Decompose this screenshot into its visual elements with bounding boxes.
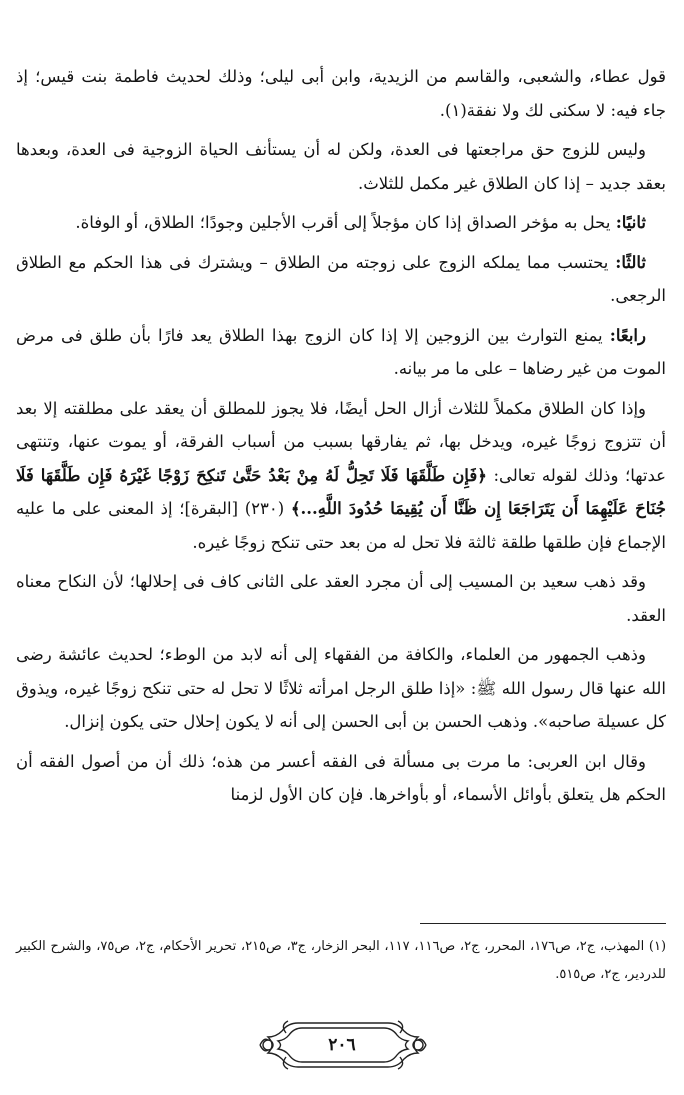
paragraph-8-text: وذهب الجمهور من العلماء، والكافة من الفقهاء إلى أنه لابد من الوطء؛ لحديث عائشة رضى الله عنها قال رسول الله ﷺ: «إذا طلق الرجل امرأته ثلاثًا لا تحل له حتى تنكح زوجًا غيره، ويذوق كل عسيلة صاحبه». وذهب الحسن بن أبى الحسن إلى أنه لا يكون إحلال حتى يكون إنزال.: [16, 645, 666, 731]
paragraph-4: [16, 246, 666, 313]
paragraph-7-text: وقد ذهب سعيد بن المسيب إلى أن مجرد العقد على الثانى كاف فى إحلالها؛ لأن النكاح معناه العقد.: [16, 572, 666, 625]
paragraph-9: [16, 745, 666, 812]
paragraph-4-text: يحتسب مما يملكه الزوج على زوجته من الطلاق – ويشترك فى هذا الحكم مع الطلاق الرجعى.: [16, 252, 666, 305]
paragraph-5: [16, 319, 666, 386]
paragraph-7: [16, 565, 666, 632]
page-number: ٢٠٦: [328, 1035, 356, 1055]
paragraph-2-text: وليس للزوج حق مراجعتها فى العدة، ولكن له أن يستأنف الحياة الزوجية فى العدة، وبعدها بعقد جديد – إذا كان الطلاق غير مكمل للثلاث.: [16, 140, 666, 193]
quran-verse: ﴿فَإِن طَلَّقَهَا فَلَا تَحِلُّ لَهُ مِنْ بَعْدُ حَتَّىٰ تَنكِحَ زَوْجًا غَيْرَهُ فَإِن طَلَّقَهَا فَلَا جُنَاحَ عَلَيْهِمَا أَن يَتَرَاجَعَا إِن ظَنَّا أَن يُقِيمَا حُدُودَ اللَّهِ...﴾: [16, 465, 667, 518]
paragraph-1: [16, 60, 666, 127]
footnote-divider: [420, 923, 666, 924]
footnote: (١) المهذب، ج٢، ص١٧٦، المحرر، ج٢، ص١١٦، ١١٧، البحر الزخار، ج٣، ص٢١٥، تحرير الأحكام، ج٢، ص٧٥، والشرح الكبير للدردير، ج٢، ص٥١٥.: [16, 939, 667, 982]
paragraph-6-text-b: (٢٣٠) [البقرة]؛ إذ المعنى على ما عليه الإجماع فإن طلقها طلقة ثالثة فلا تحل له من بعد حتى تنكح زوجًا غيره.: [16, 499, 666, 552]
page-body: [16, 60, 666, 818]
paragraph-4-lead: ثالثًا:: [615, 252, 646, 272]
paragraph-3-text: يحل به مؤخر الصداق إذا كان مؤجلاً إلى أقرب الأجلين وجودًا؛ الطلاق، أو الوفاة.: [75, 213, 611, 232]
paragraph-3: [16, 206, 666, 240]
paragraph-6: [16, 392, 666, 560]
paragraph-8: [16, 638, 666, 739]
paragraph-2: [16, 133, 666, 200]
paragraph-9-text: وقال ابن العربى: ما مرت بى مسألة فى الفقه أعسر من هذه؛ ذلك أن من أصول الفقه أن الحكم هل يتعلق بأوائل الأسماء، أو بأواخرها. فإن كان الأول لزمنا: [16, 751, 666, 804]
paragraph-3-lead: ثانيًا:: [615, 213, 646, 232]
paragraph-5-lead: رابعًا:: [609, 325, 646, 345]
paragraph-1-text: قول عطاء، والشعبى، والقاسم من الزيدية، وابن أبى ليلى؛ وذلك لحديث فاطمة بنت قيس؛ إذ جاء فيه: لا سكنى لك ولا نفقة(١).: [16, 67, 666, 120]
paragraph-6-text-a: وإذا كان الطلاق مكملاً للثلاث أزال الحل أيضًا، فلا يجوز للمطلق أن يعقد على مطلقته إلا بعد أن تتزوج زوجًا غيره، ويدخل بها، ثم يفارقها بسبب من أسباب الفرقة، أو يموت عنها، وتنتهى عدتها؛ وذلك لقوله تعالى:: [16, 398, 666, 485]
paragraph-5-text: يمنع التوارث بين الزوجين إلا إذا كان الزوج بهذا الطلاق يعد فارًا بأن طلق فى مرض الموت من غير رضاها – على ما مر بيانه.: [16, 325, 666, 378]
